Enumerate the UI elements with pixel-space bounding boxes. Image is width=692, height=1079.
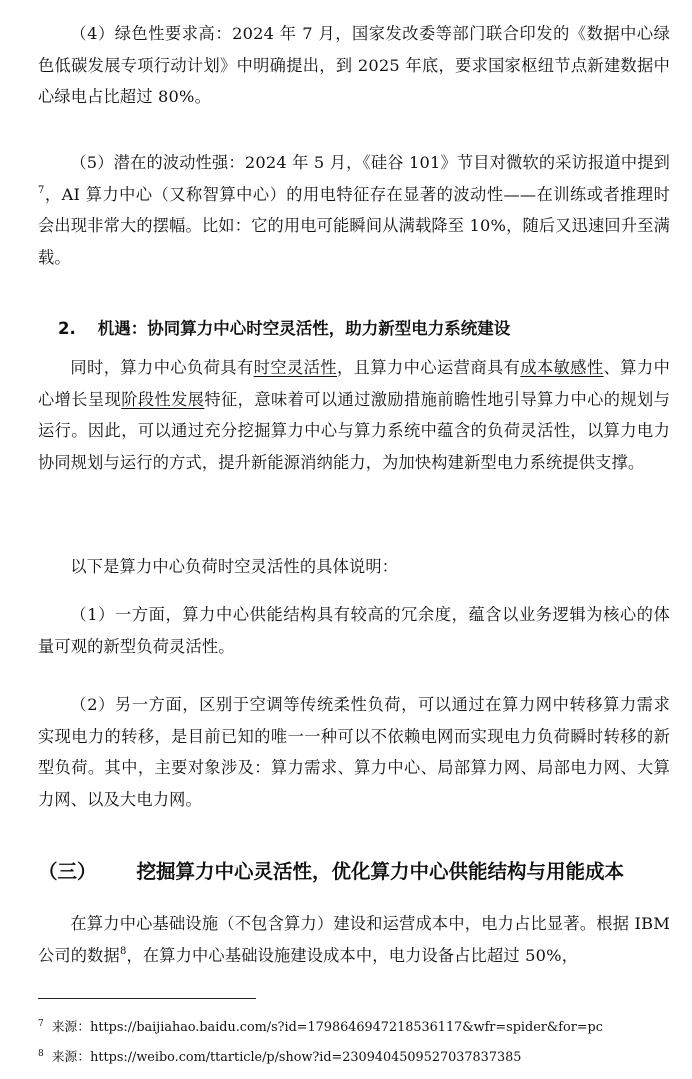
paragraph-volatility [38,147,670,273]
section-heading-2 [58,314,670,344]
section-number: 2. [58,319,76,338]
paragraph-item-1 [38,599,670,662]
paragraph-text: ，且算力中心运营商具有 [337,358,521,377]
footnote-divider [38,998,256,999]
paragraph-intro-list [38,551,670,583]
chapter-title: 挖掘算力中心灵活性，优化算力中心供能结构与用能成本 [136,860,625,883]
footnote-7 [38,1018,678,1038]
footnote-ref-8[interactable]: 8 [119,945,127,957]
footnote-ref-7[interactable]: 7 [38,184,45,196]
footnote-number: 7 [38,1019,44,1029]
paragraph-text: （1）一方面，算力中心供能结构具有较高的冗余度，蕴含以业务逻辑为核心的体量可观的新型负荷灵活性。 [38,605,670,656]
paragraph-green-requirement [38,18,670,113]
paragraph-text: 特征，意味着可以通过激励措施前瞻性地引导算力中心的规划与运行。因此，可以通过充分挖掘算力中心与算力系统中蕴含的负荷灵活性，以算力电力协同规划与运行的方式，提升新能源消纳能力，为加快构建新型电力系统提供支撑。 [38,389,671,472]
section-title: 机遇：协同算力中心时空灵活性，助力新型电力系统建设 [97,319,511,338]
paragraph-cost [38,908,670,971]
paragraph-flexibility [38,352,670,478]
chapter-number: （三） [38,860,97,883]
paragraph-text: 在算力中心基础设施（不包含算力）建设和运营成本中，电力占比显著。根据 IBM 公司的数据 [38,914,670,965]
paragraph-text: （5）潜在的波动性强：2024 年 5 月，《硅谷 101》节目对微软的采访报道中提到 [70,153,670,172]
footnote-link[interactable]: https://baijiahao.baidu.com/s?id=1798646947218536117&wfr=spider&for=pc [90,1020,603,1035]
footnote-link[interactable]: https://weibo.com/ttarticle/p/show?id=2309404509527037837385 [90,1050,522,1065]
footnote-label: 来源： [51,1050,91,1065]
underlined-term: 成本敏感性 [520,358,604,377]
paragraph-text: 以下是算力中心负荷时空灵活性的具体说明： [70,557,399,576]
paragraph-item-2 [38,689,670,815]
paragraph-text: 、算力中心增长呈现 [38,358,671,409]
footnote-8 [38,1048,678,1068]
paragraph-text: （4）绿色性要求高：2024 年 7 月，国家发改委等部门联合印发的《数据中心绿色低碳发展专项行动计划》中明确提出，到 2025 年底，要求国家枢纽节点新建数据中心绿电占比超过 80%。 [38,24,670,106]
footnote-label: 来源： [51,1020,91,1035]
paragraph-text: （2）另一方面，区别于空调等传统柔性负荷，可以通过在算力网中转移算力需求实现电力的转移，是目前已知的唯一一种可以不依赖电网而实现电力负荷瞬时转移的新型负荷。其中，主要对象涉及：算力需求、算力中心、局部算力网、局部电力网、大算力网、以及大电力网。 [38,695,670,809]
chapter-heading-3 [38,856,678,888]
underlined-term: 阶段性发展 [121,389,205,409]
paragraph-text: ，AI 算力中心（又称智算中心）的用电特征存在显著的波动性——在训练或者推理时会出现非常大的摆幅。比如：它的用电可能瞬间从满载降至 10%，随后又迅速回升至满载。 [38,184,670,267]
paragraph-text: 同时，算力中心负荷具有 [70,358,254,377]
footnote-number: 8 [38,1049,44,1059]
paragraph-text: ，在算力中心基础设施建设成本中，电力设备占比超过 50%， [126,945,579,965]
underlined-term: 时空灵活性 [253,358,338,377]
